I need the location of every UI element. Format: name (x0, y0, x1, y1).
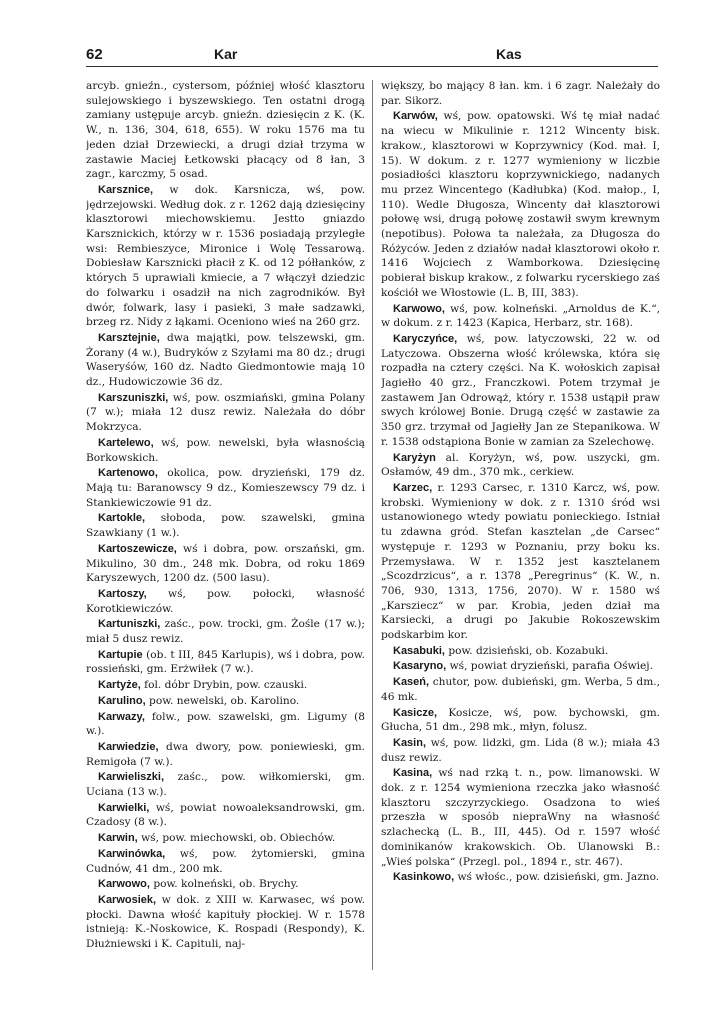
dictionary-entry (381, 332, 660, 450)
entry-headword: Karsznice, (98, 183, 154, 196)
right-column (381, 79, 660, 974)
dictionary-entry (86, 801, 365, 830)
dictionary-entry (86, 331, 365, 390)
dictionary-entry (86, 183, 365, 330)
entry-headword: Karwazy, (98, 710, 145, 723)
entry-text: wś, pow. latyczowski, 22 w. od Latyczowa. Obszerna włość królewska, która się rozpadła na cztery części. Na K. wołoskich zapisał Jagiełło 40 grz., Franczkowi. Potem trzymał je zastawem Jan Odrowąż, który r. 1538 ustąpił praw swych królowej Bonie. Drugą część w zastawie za 350 grz. trzymał od Jagiełły Jan ze Stepanikowa. W r. 1538 odstąpiona Bonie w zamian za Szelechowę. (381, 332, 660, 448)
dictionary-entry (86, 710, 365, 739)
entry-headword: Karwosiek, (98, 893, 157, 906)
entry-text: pow. newelski, ob. Karolino. (145, 694, 300, 707)
dictionary-entry (381, 481, 660, 643)
entry-text: chutor, pow. dubieński, gm. Werba, 5 dm., 46 mk. (381, 676, 660, 703)
entry-text: wś włośc., pow. dzisieński, gm. Jazno. (454, 871, 660, 884)
running-head-left: Kar (214, 46, 238, 62)
entry-headword: Karwieliszki, (98, 771, 165, 784)
entry-headword: Karulino, (98, 694, 146, 707)
entry-text: dwa majątki, pow. telszewski, gm. Żorany (4 w.), Budryków z Szyłami ma 80 dz.; drugi Waseryśów, 160 dz. Nadto Giedmontowie mają 10 dz., Hudowiczowie 36 dz. (86, 331, 365, 389)
entry-text: okolica, pow. dryzieński, 179 dz. Mają tu: Baranowscy 9 dz., Komieszewscy 79 dz. i Stankiewiczowie 91 dz. (86, 467, 365, 509)
entry-text: arcyb. gnieźn., cystersom, później włość klasztoru sulejowskiego i byszewskiego. Ten ostatni drogą zamiany ustępuje arcyb. gnieźn. dziesięcin z K. (K. W., n. 136, 304, 618, 655). W roku 1576 ma tu jeden dział Drzewiecki, a drugi dział trzyma w zastawie Maciej Łetkowski płacący od 8 łan, 3 zagr., karczmy, 5 osad. (86, 80, 365, 181)
dictionary-entry (86, 79, 365, 182)
entry-text: wś nad rzką t. n., pow. limanowski. W dok. z r. 1254 wymieniona rzeczka jako własność klasztoru szczyrzyckiego. Osadzona to wieś przeszła w sposób niepraWny na własność szlachecką (L. B., III, 445). Od r. 1597 włość dominikanów krakowskich. Ob. Ulanowski B.: „Wieś polska“ (Przegl. pol., 1894 r., str. 467). (381, 767, 660, 868)
entry-headword: Karyżyn (393, 451, 436, 464)
dictionary-entry (86, 694, 365, 709)
dictionary-entry (381, 766, 660, 869)
dictionary-entry (86, 678, 365, 693)
entry-headword: Kartokle, (98, 512, 146, 525)
dictionary-entry (381, 302, 660, 331)
dictionary-entry (86, 391, 365, 435)
entry-text: wś i dobra, pow. orszański, gm. Mikulino, 30 dm., 248 mk. Dobra, od roku 1869 Karyszewych, 1200 dz. (500 lasu). (86, 542, 365, 585)
running-head-right: Kas (496, 46, 522, 62)
entry-headword: Kartuniszki, (98, 618, 161, 631)
entry-text: al. Koryżyn, wś, pow. uszycki, gm. Osłamów, 49 dm., 370 mk., cerkiew. (381, 451, 660, 479)
entry-text: r. 1293 Carsec, r. 1310 Karcz, wś, pow. krobski. Wymieniony w dok. z r. 1310 śród wsi ustanowionego wtedy powiatu ponieckiego. Istniał tu zdawna gród. Stefan kasztelan „de Carsec“ występuje r. 1293 w Poznaniu, przy boku ks. Przemysława. W r. 1352 jest kasztelanem „Scozdrzicus“, a r. 1378 „Peregrinus“ (K. W., n. 706, 930, 1313, 1756, 2070). W r. 1580 wś „Karsziecz“ w par. Krobia, jeden dział ma Karsiecki, a drugi po Jakubie Rokoszewskim podskarbim kor. (381, 481, 660, 642)
entry-headword: Karwiedzie, (98, 740, 159, 753)
entry-headword: Karwów, (393, 110, 438, 123)
text-columns (86, 79, 660, 974)
dictionary-entry (86, 877, 365, 892)
entry-text: wś, pow. newelski, była własnością Borkowskich. (86, 436, 365, 464)
entry-headword: Kartoszy, (98, 587, 147, 600)
dictionary-entry (86, 466, 365, 510)
dictionary-entry (86, 648, 365, 677)
entry-headword: Kartyże, (98, 679, 141, 692)
entry-text: wś, pow. lidzki, gm. Lida (8 w.); miała 43 dusz rewiz. (381, 736, 660, 764)
entry-text: folw., pow. szawelski, gm. Ligumy (8 w.). (86, 710, 365, 738)
dictionary-entry (381, 451, 660, 480)
entry-text: dwa dwory, pow. poniewieski, gm. Remigoła (7 w.). (86, 740, 365, 768)
dictionary-entry (381, 659, 660, 674)
page-header (86, 46, 654, 68)
entry-headword: Karwowo, (393, 302, 445, 315)
dictionary-entry (381, 109, 660, 300)
entry-text: (ob. t III, 845 Karlupis), wś i dobra, pow. rossieński, gm. Erżwiłek (7 w.). (86, 648, 365, 676)
dictionary-entry (86, 847, 365, 876)
entry-headword: Karyczyńce, (393, 332, 458, 345)
entry-text: fol. dóbr Drybin, pow. czauski. (140, 679, 308, 692)
entry-text: pow. dzisieński, ob. Kozabuki. (444, 644, 609, 657)
entry-headword: Kasabuki, (393, 644, 445, 657)
entry-text: słoboda, pow. szawelski, gmina Szawkiany (1 w.). (86, 512, 365, 540)
entry-text: wś, powiat nowoaleksandrowski, gm. Czadosy (8 w.). (86, 801, 365, 829)
dictionary-entry (381, 706, 660, 735)
entry-text: Kosicze, wś, pow. bychowski, gm. Głucha, 51 dm., 298 mk., młyn, folusz. (381, 706, 660, 734)
entry-text: pow. kolneński, ob. Brychy. (149, 878, 299, 891)
entry-headword: Kasinkowo, (393, 871, 455, 884)
entry-headword: Karwin, (98, 832, 138, 845)
entry-headword: Karsztejnie, (98, 331, 160, 344)
dictionary-entry (86, 511, 365, 540)
header-rule (86, 66, 658, 67)
entry-text: wś, pow. połocki, własność Korotkiewiczów. (86, 587, 365, 615)
entry-text: wś, pow. miechowski, ob. Obiechów. (137, 832, 336, 845)
entry-text: zaśc., pow. trocki, gm. Żośle (17 w.); miał 5 dusz rewiz. (86, 618, 365, 646)
dictionary-entry (86, 770, 365, 799)
entry-headword: Kartoszewicze, (98, 542, 177, 555)
dictionary-entry (381, 644, 660, 659)
entry-headword: Kasicze, (393, 706, 438, 719)
dictionary-entry (381, 79, 660, 108)
dictionary-entry (86, 831, 365, 846)
entry-text: wś, pow. żytomierski, gmina Cudnów, 41 dm., 200 mk. (86, 847, 365, 875)
dictionary-entry (86, 617, 365, 646)
dictionary-entry (381, 870, 660, 885)
dictionary-entry (86, 542, 365, 586)
dictionary-entry (86, 587, 365, 616)
entry-text: wś, pow. kolneński. „Arnoldus de K.“, w dokum. z r. 1423 (Kapica, Herbarz, str. 168). (381, 302, 660, 330)
entry-headword: Kasaryno, (393, 660, 447, 673)
entry-headword: Karwinówka, (98, 847, 166, 860)
entry-headword: Karwowo, (98, 878, 150, 891)
entry-headword: Kartelewo, (98, 436, 154, 449)
entry-text: zaśc., pow. wiłkomierski, gm. Uciana (13 w.). (86, 771, 365, 799)
entry-headword: Kaseń, (393, 676, 430, 689)
dictionary-entry (381, 736, 660, 765)
left-column (86, 79, 365, 974)
entry-headword: Karszuniszki, (98, 391, 169, 404)
dictionary-entry (86, 740, 365, 769)
page-number: 62 (86, 46, 103, 63)
entry-headword: Kasin, (393, 736, 427, 749)
entry-headword: Kasina, (393, 767, 433, 780)
entry-text: w dok. z XIII w. Karwasec, wś pow. płocki. Dawna włość kapituły płockiej. W r. 1578 istnieją: K.-Noskowice, K. Rospadi (Respondy), K. Dłużniewski i K. Capituli, naj- (86, 893, 365, 951)
entry-headword: Kartupie (98, 648, 143, 661)
dictionary-entry (86, 893, 365, 952)
dictionary-entry (86, 436, 365, 465)
entry-text: w dok. Karsnicza, wś, pow. jędrzejowski. Według dok. z r. 1262 dają dziesięciny klasztorowi miechowskiemu. Jestto gniazdo Karsznickich, którzy w r. 1536 posiadają przyległe wsi: Rembieszyce, Mironice i Wolę Tessarową. Dobiesław Karsznicki płacił z K. od 12 półłanków, z których 5 uprawiali kmiecie, a 7 włączył dziedzic do folwarku i osadził na nich zagrodników. Był dwór, folwark, lasy i pasieki, 3 małe sadzawki, brzeg rz. Nidy z łąkami. Oceniono wieś na 260 grz. (86, 183, 365, 329)
entry-headword: Kartenowo, (98, 467, 158, 480)
entry-text: wś, pow. oszmiański, gmina Polany (7 w.); miała 12 dusz rewiz. Należała do dóbr Mokrzyca. (86, 391, 365, 434)
entry-headword: Karzec, (393, 481, 433, 494)
entry-headword: Karwielki, (98, 801, 150, 814)
entry-text: wś, pow. opatowski. Wś tę miał nadać na wiecu w Mikulinie r. 1212 Wincenty bisk. krakow., klasztorowi w Koprzywnicy (Kod. mał. I, 15). W dokum. z r. 1277 wymieniony w liczbie posiadłości klasztoru koprzywnickiego, nadanych mu przez Wincentego (Kadłubka) (Kod. małop., I, 110). Wedle Długosza, Wincenty dał klasztorowi połowę wsi, drugą połowę zostawił swym krewnym (nepotibus). Połowa ta należała, za Długosza do Różyców. Jeden z działów nadał klasztorowi około r. 1416 Wojciech z Wamborkowa. Dziesięcinę pobierał biskup krakow., z folwarku rycerskiego zaś kościół we Włostowie (L. B, III, 383). (381, 110, 660, 299)
entry-text: wś, powiat dryzieński, parafia Oświej. (446, 660, 653, 673)
dictionary-entry (381, 675, 660, 704)
entry-text: większy, bo mający 8 łan. km. i 6 zagr. Należały do par. Sikorz. (381, 80, 660, 107)
